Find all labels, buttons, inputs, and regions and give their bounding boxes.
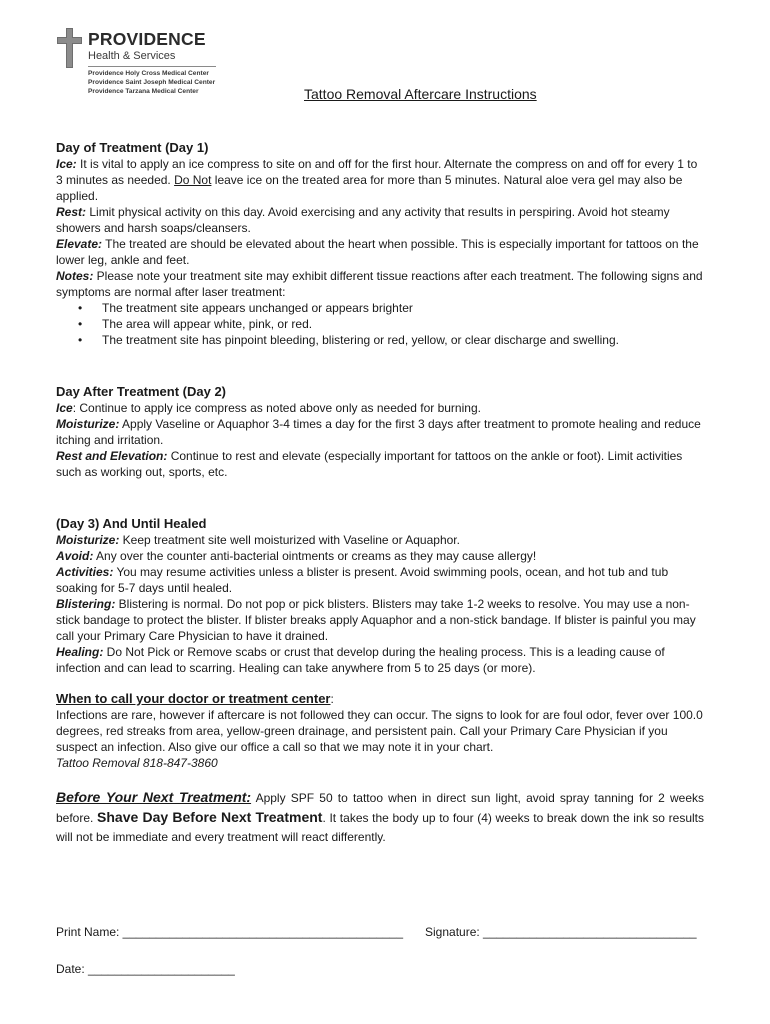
call-heading-line [56,691,704,707]
day2-rest-paragraph [56,448,704,480]
print-name-field[interactable]: Print Name: __________________________________________ [56,925,403,939]
day3-heading: (Day 3) And Until Healed [56,516,207,531]
day3-blistering-paragraph [56,596,704,644]
call-heading: When to call your doctor or treatment center [56,691,331,706]
day2-ice-text: : Continue to apply ice compress as noted above only as needed for burning. [72,401,481,415]
day3-avoid-paragraph [56,548,704,564]
next-treatment-paragraph [56,788,704,847]
day3-activities-term: Activities: [56,565,114,579]
day1-elevate-text: The treated are should be elevated about the heart when possible. This is especially important for tattoos on the lower leg, ankle and feet. [56,237,699,267]
day1-heading: Day of Treatment (Day 1) [56,140,209,155]
day1-rest-paragraph [56,204,704,236]
day3-moisturize-term: Moisturize: [56,533,120,547]
day1-notes-text: Please note your treatment site may exhibit different tissue reactions after each treatment. The following signs and symptoms are normal after laser treatment: [56,269,703,299]
day1-rest-text: Limit physical activity on this day. Avoid exercising and any activity that results in perspiring. Avoid hot steamy showers and harsh soaps/cleansers. [56,205,670,235]
list-item: • The treatment site appears unchanged or appears brighter [102,300,704,316]
day1-symptom-list [56,300,704,348]
day3-avoid-term: Avoid: [56,549,94,563]
list-item: • The treatment site has pinpoint bleeding, blistering or red, yellow, or clear discharge and swelling. [102,332,704,348]
day1-elevate-term: Elevate: [56,237,103,251]
day3-healing-text: Do Not Pick or Remove scabs or crust that develop during the healing process. This is a leading cause of infection and can lead to scarring. Healing can take anywhere from 5 to 25 days (or more). [56,645,665,675]
day1-ice-text-a: It is vital to apply an ice compress to site on and off for the first hour. Alternate the compress on and off for every 1 to 3 minutes as needed. [56,157,698,187]
day2-ice-term: Ice [56,401,73,415]
day1-ice-paragraph [56,156,704,204]
day3-avoid-text: Any over the counter anti-bacterial ointments or creams as they may cause allergy! [93,549,537,563]
day3-healing-term: Healing: [56,645,104,659]
list-item: • The area will appear white, pink, or red. [102,316,704,332]
day3-activities-paragraph [56,564,704,596]
document-title: Tattoo Removal Aftercare Instructions [304,86,537,102]
date-field[interactable]: Date: ______________________ [56,962,235,976]
signature-field[interactable]: Signature: ________________________________ [425,925,697,939]
day3-activities-text: You may resume activities unless a blister is present. Avoid swimming pools, ocean, and hot tub and tub soaking for 5-7 days until healed. [56,565,669,595]
day1-ice-term: Ice: [56,157,77,171]
day1-rest-term: Rest: [56,205,87,219]
logo-subtitle: Health & Services [88,50,176,62]
day2-moisturize-text: Apply Vaseline or Aquaphor 3-4 times a day for the first 3 days after treatment to promote healing and reduce itching and irritation. [56,417,701,447]
day1-ice-do-not: Do Not [174,173,212,187]
day1-notes-term: Notes: [56,269,94,283]
logo-center-2: Providence Saint Joseph Medical Center [88,79,216,86]
day2-moisturize-term: Moisturize: [56,417,120,431]
day3-blistering-text: Blistering is normal. Do not pop or pick blisters. Blisters may take 1-2 weeks to resolve. You may use a non-stick bandage to protect the blister. If blister breaks apply Aquaphor and a non-stick bandage. If blister is painful you may call your Primary Care Physician to have it drained. [56,597,696,643]
call-heading-colon: : [330,692,334,706]
cross-icon [56,28,84,68]
logo-center-1: Providence Holy Cross Medical Center [88,70,209,77]
day2-ice-paragraph [56,400,704,416]
day3-healing-paragraph [56,644,704,676]
logo-divider [88,66,216,67]
next-treatment-text-b: . It takes the body up to four (4) weeks to break down the ink so results will not be immediate and every treatment will react differently. [56,811,704,844]
day3-moisturize-paragraph [56,532,704,548]
day1-elevate-paragraph [56,236,704,268]
day2-moisturize-paragraph [56,416,704,448]
logo-center-3: Providence Tarzana Medical Center [88,88,199,95]
day3-moisturize-text: Keep treatment site well moisturized with Vaseline or Aquaphor. [119,533,460,547]
next-treatment-heading: Before Your Next Treatment: [56,789,252,805]
providence-logo [56,28,226,98]
day2-rest-text: Continue to rest and elevate (especially important for tattoos on the ankle or foot). Limit activities such as working out, sports, etc. [56,449,683,479]
shave-day-note: Shave Day Before Next Treatment [97,809,323,825]
call-phone: Tattoo Removal 818-847-3860 [56,756,218,770]
day1-notes-paragraph [56,268,704,300]
call-body: Infections are rare, however if aftercare is not followed they can occur. The signs to look for are foul odor, fever over 100.0 degrees, red streaks from area, yellow-green drainage, and persistent pain. Call your Primary Care Physician if you suspect an infection. Also give our office a call so that we may note it in your chart. [56,708,703,754]
logo-name: PROVIDENCE [88,29,206,49]
day2-rest-term: Rest and Elevation: [56,449,168,463]
next-treatment-text-a: Apply SPF 50 to tattoo when in direct sun light, avoid spray tanning for 2 weeks before. [56,791,704,825]
document-body [56,140,704,847]
day3-blistering-term: Blistering: [56,597,116,611]
day1-ice-text-b: leave ice on the treated area for more than 5 minutes. Natural aloe vera gel may also be applied. [56,173,683,203]
day2-heading: Day After Treatment (Day 2) [56,384,227,399]
